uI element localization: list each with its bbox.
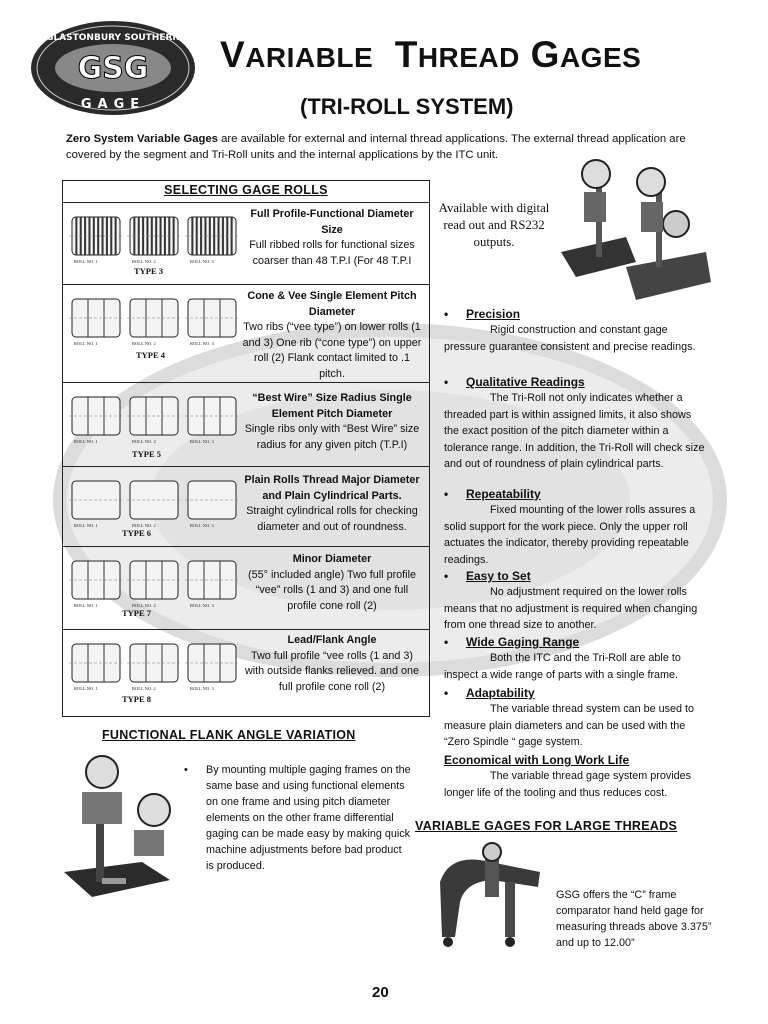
feature-text: Both the ITC and the Tri-Roll are able to inspect a wide range of parts with a single frame. bbox=[444, 652, 681, 681]
feature-block bbox=[444, 634, 706, 683]
available-digital-text: Available with digital read out and RS232 outputs. bbox=[438, 201, 550, 249]
roll-title: Lead/Flank Angle bbox=[287, 634, 377, 646]
roll-description bbox=[240, 633, 424, 695]
roll-title: Cone & Vee Single Element Pitch Diameter bbox=[247, 290, 417, 318]
gage-roll-row bbox=[62, 284, 430, 383]
multi-frame-gage-image bbox=[62, 752, 172, 908]
roll-drawings bbox=[68, 475, 238, 525]
roll-text: Straight cylindrical rolls for checking diameter and out of roundness. bbox=[246, 505, 418, 533]
feature-block bbox=[444, 374, 706, 472]
roll-number-label: ROLL NO. 3 bbox=[190, 439, 214, 444]
gage-rolls-heading: SELECTING GAGE ROLLS bbox=[164, 183, 328, 197]
feature-text: The Tri-Roll not only indicates whether a threaded part is within assigned limits, it also shows the exact position of the pitch diameter within a tolerance range. In addition, the Tri-Roll will check size and out of roundness of plain cylindrical parts. bbox=[444, 392, 705, 471]
roll-number-label: ROLL NO. 1 bbox=[74, 686, 98, 691]
feature-text: Fixed mounting of the lower rolls assures a solid support for the work piece. Only the upper roll actuates the indicator, thereby providing repeatable readings. bbox=[444, 504, 696, 566]
feature-heading: • Precision bbox=[444, 307, 521, 321]
roll-text: Single ribs only with “Best Wire” size radius for any given pitch (T.P.I) bbox=[244, 423, 420, 451]
flank-bullet: • bbox=[184, 764, 188, 776]
feature-block bbox=[444, 486, 706, 568]
roll-number-label: ROLL NO. 3 bbox=[190, 686, 214, 691]
roll-text: Two ribs (“vee type”) on lower rolls (1 and 3) One rib (“cone type”) on upper roll (2) Flank contact limited to .1 pitch. bbox=[242, 321, 422, 380]
feature-bullet: • bbox=[444, 375, 449, 389]
roll-type-label: TYPE 8 bbox=[122, 694, 152, 704]
roll-text: Two full profile “vee rolls (1 and 3) with outside flanks relieved. and one full profile cone roll (2) bbox=[244, 649, 420, 693]
roll-drawings bbox=[68, 638, 238, 688]
roll-title: Minor Diameter bbox=[292, 553, 372, 565]
roll-number-label: ROLL NO. 1 bbox=[74, 523, 98, 528]
roll-drawings bbox=[68, 391, 238, 441]
roll-number-label: ROLL NO. 1 bbox=[74, 603, 98, 608]
roll-number-label: ROLL NO. 1 bbox=[74, 439, 98, 444]
long-life-block bbox=[444, 752, 706, 801]
roll-number-label: ROLL NO. 2 bbox=[132, 341, 156, 346]
roll-text: (55° included angle) Two full profile “vee” rolls (1 and 3) and one full profile cone roll (2) bbox=[248, 568, 416, 612]
roll-number-label: ROLL NO. 1 bbox=[74, 341, 98, 346]
roll-number-label: ROLL NO. 3 bbox=[190, 341, 214, 346]
roll-description bbox=[240, 207, 424, 269]
logo-top-text: GLASTONBURY SOUTHERN bbox=[46, 33, 180, 43]
roll-number-label: ROLL NO. 2 bbox=[132, 686, 156, 691]
feature-heading: • Easy to Set bbox=[444, 569, 531, 583]
feature-text: No adjustment required on the lower rolls means that no adjustment is required when changing from one thread size to another. bbox=[444, 586, 698, 632]
gage-roll-row bbox=[62, 466, 430, 547]
feature-block bbox=[444, 306, 706, 355]
page-title: VARIABLE THREAD GAGES bbox=[220, 34, 642, 75]
gsg-logo bbox=[28, 18, 198, 118]
roll-drawings bbox=[68, 293, 238, 343]
roll-description bbox=[240, 391, 424, 453]
roll-type-label: TYPE 5 bbox=[132, 449, 162, 459]
feature-heading: • Adaptability bbox=[444, 686, 535, 700]
large-threads-heading: VARIABLE GAGES FOR LARGE THREADS bbox=[415, 819, 678, 833]
flank-angle-text: By mounting multiple gaging frames on the same base and using functional elements on one frame and using pitch diameter elements on the other frame differential gaging can be made easy by making quick machine adjustments before bad product is produced. bbox=[206, 764, 411, 872]
gage-roll-row bbox=[62, 202, 430, 285]
roll-type-label: TYPE 6 bbox=[122, 528, 152, 538]
flank-angle-heading: FUNCTIONAL FLANK ANGLE VARIATION bbox=[102, 728, 356, 742]
logo-center-text: GSG bbox=[77, 51, 149, 86]
gage-roll-row bbox=[62, 382, 430, 467]
roll-number-label: ROLL NO. 2 bbox=[132, 439, 156, 444]
feature-heading: • Repeatability bbox=[444, 487, 541, 501]
roll-text: Full ribbed rolls for functional sizes coarser than 48 T.P.I (For 48 T.P.I bbox=[249, 239, 415, 267]
intro-paragraph: Zero System Variable Gages are available for external and internal thread applications. The external thread application are covered by the segment and Tri-Roll units and the internal applications by the ITC unit. bbox=[66, 133, 686, 161]
digital-gage-image bbox=[556, 152, 716, 302]
roll-number-label: ROLL NO. 3 bbox=[190, 523, 214, 528]
roll-title: “Best Wire” Size Radius Single Element Pitch Diameter bbox=[252, 392, 412, 420]
roll-type-label: TYPE 7 bbox=[122, 608, 152, 618]
long-life-heading: Economical with Long Work Life bbox=[444, 753, 630, 767]
roll-number-label: ROLL NO. 1 bbox=[74, 259, 98, 264]
feature-heading: • Qualitative Readings bbox=[444, 375, 585, 389]
roll-description bbox=[240, 552, 424, 614]
roll-drawings bbox=[68, 211, 238, 261]
roll-description bbox=[240, 473, 424, 535]
feature-heading: • Wide Gaging Range bbox=[444, 635, 580, 649]
feature-block bbox=[444, 685, 706, 751]
logo-bottom-text: GAGE bbox=[80, 97, 146, 112]
roll-title: Full Profile-Functional Diameter Size bbox=[250, 208, 414, 236]
feature-bullet: • bbox=[444, 307, 449, 321]
feature-bullet: • bbox=[444, 686, 449, 700]
feature-bullet: • bbox=[444, 635, 449, 649]
roll-number-label: ROLL NO. 2 bbox=[132, 603, 156, 608]
feature-block bbox=[444, 568, 706, 634]
roll-number-label: ROLL NO. 2 bbox=[132, 523, 156, 528]
long-life-text: The variable thread gage system provides longer life of the tooling and thus reduces cost. bbox=[444, 770, 692, 799]
roll-type-label: TYPE 4 bbox=[136, 350, 166, 360]
c-frame-gage-image bbox=[430, 842, 552, 962]
feature-text: Rigid construction and constant gage pressure guarantee consistent and precise readings. bbox=[444, 324, 696, 353]
gage-roll-row bbox=[62, 546, 430, 630]
roll-number-label: ROLL NO. 2 bbox=[132, 259, 156, 264]
large-threads-text: GSG offers the “C” frame comparator hand held gage for measuring threads above 3.375” and up to 12.00” bbox=[556, 889, 712, 949]
feature-bullet: • bbox=[444, 569, 449, 583]
roll-title: Plain Rolls Thread Major Diameter and Plain Cylindrical Parts. bbox=[244, 474, 420, 502]
page-subtitle: (TRI-ROLL SYSTEM) bbox=[300, 94, 514, 119]
feature-text: The variable thread system can be used to measure plain diameters and can be used with the “Zero Spindle “ gage system. bbox=[444, 703, 695, 749]
roll-type-label: TYPE 3 bbox=[134, 266, 164, 276]
feature-bullet: • bbox=[444, 487, 449, 501]
gage-roll-row bbox=[62, 629, 430, 716]
page-number: 20 bbox=[372, 984, 389, 1001]
roll-number-label: ROLL NO. 3 bbox=[190, 603, 214, 608]
roll-description bbox=[240, 289, 424, 382]
roll-drawings bbox=[68, 555, 238, 605]
roll-number-label: ROLL NO. 3 bbox=[190, 259, 214, 264]
